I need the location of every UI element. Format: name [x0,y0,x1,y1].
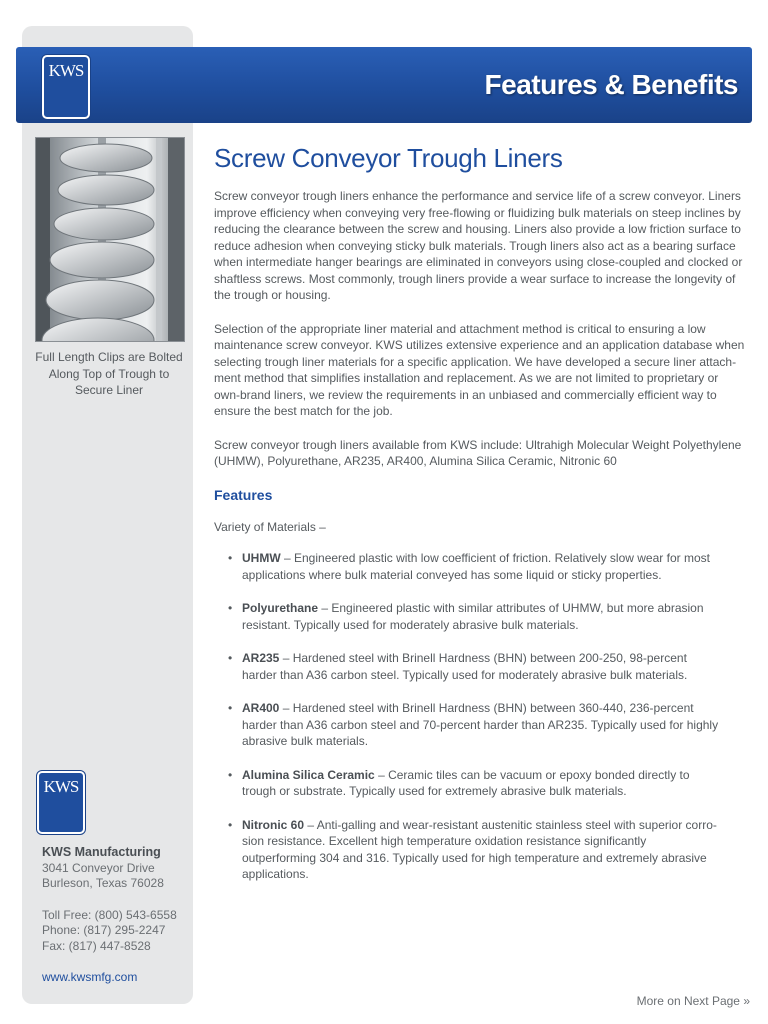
feature-name: UHMW [242,551,281,565]
feature-description: – Engineered plastic with low coefficient of friction. Relatively slow wear for most applications where bulk material conveyed has some liquid or sticky properties. [242,551,710,582]
company-name: KWS Manufacturing [42,845,161,859]
bullet-icon: • [228,651,233,665]
kws-logo-text: KWS [48,61,84,80]
phone-number: Phone: (817) 295-2247 [42,923,166,937]
bullet-icon: • [228,551,233,565]
page-title: Screw Conveyor Trough Liners [214,143,563,173]
feature-description: – Engineered plastic with similar attributes of UHMW, but more abrasion resistant. Typically used for moderately abrasive bulk materials. [242,601,704,632]
features-intro: Variety of Materials – [214,519,326,534]
fax-number: Fax: (817) 447-8528 [42,938,151,953]
bullet-icon: • [228,601,233,615]
website-link[interactable]: www.kwsmfg.com [42,970,138,984]
list-item [228,600,722,633]
feature-name: AR235 [242,651,280,665]
feature-name: Alumina Silica Ceramic [242,767,375,782]
address-line-2: Burleson, Texas 76028 [42,876,164,890]
list-item [228,767,722,800]
kws-logo [42,55,90,119]
photo-caption: Full Length Clips are Bolted Along Top of Trough to Secure Liner [35,350,183,397]
feature-description: – Hardened steel with Brinell Hardness (BHN) between 360-440, 236-percent harder than A36 carbon steel and 70-percent harder than AR235. Typically used for highly abrasive bulk materials. [242,701,719,748]
conveyor-screw-image [36,138,184,341]
feature-name: Polyurethane [242,601,319,615]
features-list [214,550,746,883]
toll-free-number: Toll Free: (800) 543-6558 [42,907,177,922]
feature-description: – Anti-galling and wear-resistant austenitic stainless steel with superior corro-sion resistance. Excellent high temperature oxidation resistance significantly outperforming 304 and 316. Typically used for high temperature and extremely abrasive applications. [242,817,717,881]
spacer [42,954,192,970]
next-page-note: More on Next Page » [636,994,750,1008]
feature-name: Nitronic 60 [242,817,305,832]
bullet-icon: • [228,701,233,715]
intro-paragraph: Screw conveyor trough liners enhance the performance and service life of a screw conveyor. Liners improve efficiency when conveying very free-flowing or fluidizing bulk materials on steep inclines by reducing the clearance between the screw and housing. Liners also provide a low friction surface to reduce adhesion when conveying sticky bulk materials. Trough liners also act as a bearing surface when intermediate hanger bearings are eliminated in conveyors using close-coupled and clocked or shaftless screws. Most commonly, trough liners provide a wear surface to increase the longevity of the trough or housing. [214,189,743,302]
feature-description: – Hardened steel with Brinell Hardness (BHN) between 200-250, 98-percent harder than A36 carbon steel. Typically used for moderately abrasive bulk materials. [242,651,688,682]
header-title: Features & Benefits [484,69,738,100]
header-banner [16,47,752,123]
bullet-icon: • [228,817,233,832]
spacer [42,892,192,908]
contact-block [42,845,192,986]
materials-paragraph: Screw conveyor trough liners available from KWS include: Ultrahigh Molecular Weight Polyethylene (UHMW), Polyurethane, AR235, AR400, Alumina Silica Ceramic, Nitronic 60 [214,437,742,468]
list-item [228,700,722,750]
feature-description: – Ceramic tiles can be vacuum or epoxy bonded directly to trough or substrate. Typically used for extremely abrasive bulk materials. [242,767,690,798]
kws-logo-footer-text: KWS [43,777,79,796]
feature-name: AR400 [242,701,280,715]
bullet-icon: • [228,767,233,782]
kws-logo-footer [37,771,85,834]
features-heading: Features [214,486,273,503]
main-content [214,143,746,900]
list-item [228,817,722,883]
selection-paragraph: Selection of the appropriate liner material and attachment method is critical to ensuring a low maintenance screw conveyor. KWS utilizes extensive experience and an application database when selecting trough liner materials for a specific application. We have developed a secure liner attach-ment method that simplifies installation and replacement. As we are not limited to proprietary or own-brand liners, we review the requirements in an unbiased and commercially efficient way to ensure the best match for the job. [214,321,745,418]
address-line-1: 3041 Conveyor Drive [42,860,155,875]
list-item [228,650,722,683]
trough-liner-photo [35,137,185,342]
list-item [228,550,722,583]
